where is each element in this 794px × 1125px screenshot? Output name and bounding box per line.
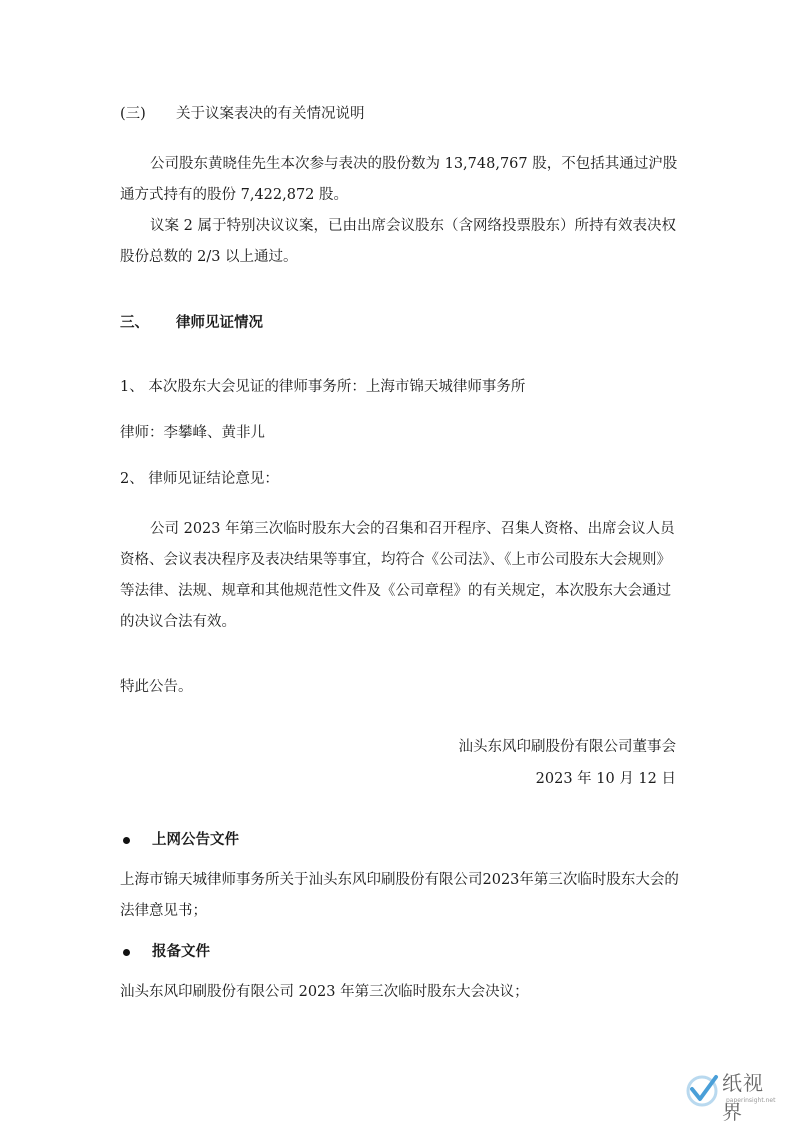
law-firm-item: 1、 本次股东大会见证的律师事务所：上海市锦天城律师事务所 — [120, 379, 526, 395]
online-docs-text: 上海市锦天城律师事务所关于汕头东风印刷股份有限公司2023年第三次临时股东大会的法律意见书； — [120, 872, 679, 919]
section-title: 律师见证情况 — [176, 315, 263, 331]
subsection-title: 关于议案表决的有关情况说明 — [176, 106, 365, 122]
signature-date: 2023 年 10 月 12 日 — [535, 771, 676, 787]
section-number: 三、 — [120, 315, 149, 331]
signature-company: 汕头东风印刷股份有限公司董事会 — [458, 739, 676, 755]
paperinsight-logo-icon — [686, 1069, 720, 1109]
conclusion-paragraph: 公司 2023 年第三次临时股东大会的召集和召开程序、召集人资格、出席会议人员资格、会议表决程序及表决结果等事宜，均符合《公司法》、《上市公司股东大会规则》等法律、法规、规章和其他规范性文件及《公司章程》的有关规定，本次股东大会通过的决议合法有效。 — [120, 521, 675, 630]
subsection-number: (三) — [120, 106, 146, 122]
paragraph-special-resolution: 议案 2 属于特别决议议案，已由出席会议股东（含网络投票股东）所持有效表决权股份总数的 2/3 以上通过。 — [120, 218, 676, 265]
paragraph-share-count: 公司股东黄晓佳先生本次参与表决的股份数为 13,748,767 股，不包括其通过沪股通方式持有的股份 7,422,872 股。 — [120, 156, 678, 203]
conclusion-item: 2、 律师见证结论意见： — [120, 471, 279, 487]
announce-line: 特此公告。 — [120, 679, 193, 695]
filing-docs-text: 汕头东风印刷股份有限公司 2023 年第三次临时股东大会决议； — [120, 984, 529, 1000]
subsection-heading — [120, 99, 680, 130]
online-docs-title: 上网公告文件 — [152, 832, 239, 848]
lawyers-line: 律师：李攀峰、黄非儿 — [120, 425, 265, 441]
watermark-text: 纸视界 — [722, 1071, 764, 1124]
bullet-icon — [123, 949, 130, 956]
watermark — [686, 1067, 782, 1124]
section-heading — [120, 308, 680, 339]
watermark-url: paperinsight.net — [726, 1097, 776, 1104]
filing-docs-title: 报备文件 — [152, 944, 210, 960]
bullet-icon — [123, 837, 130, 844]
